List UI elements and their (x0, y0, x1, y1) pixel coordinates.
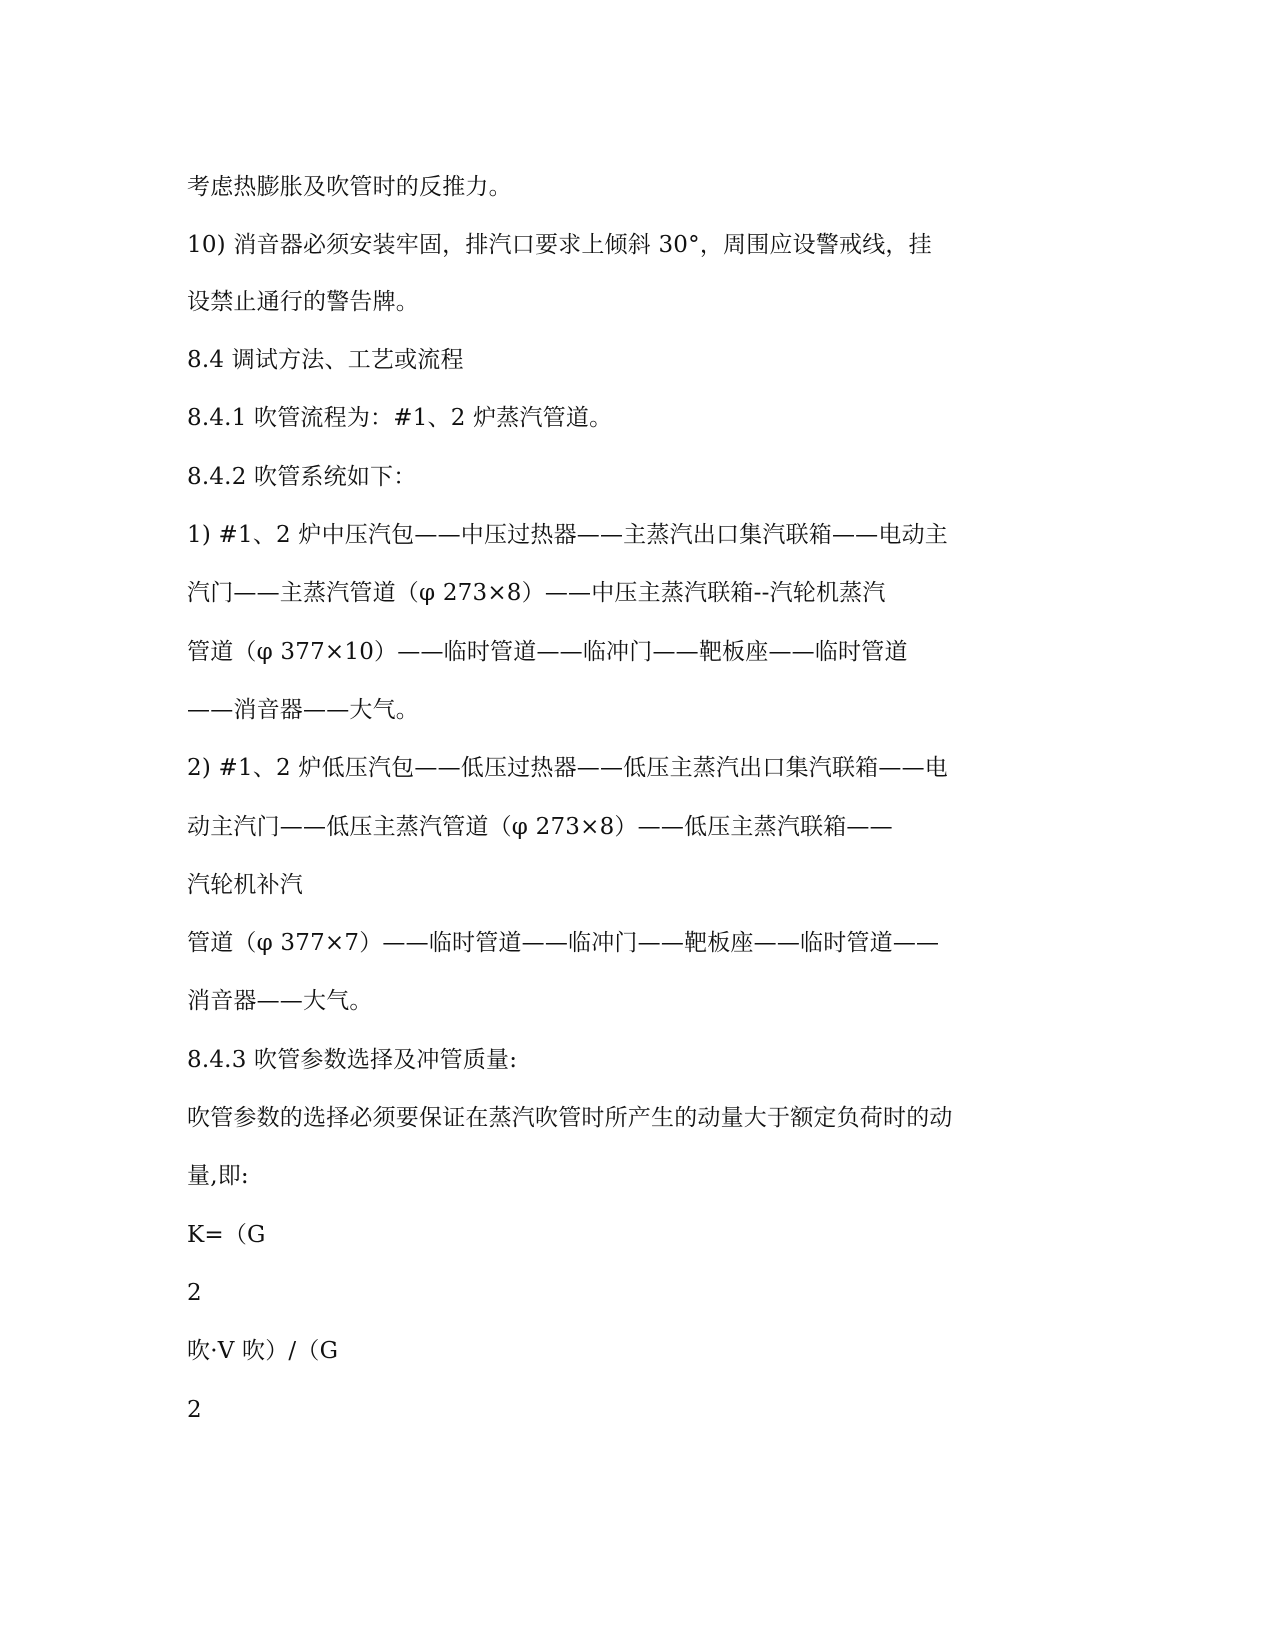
text-line: 考虑热膨胀及吹管时的反推力。 (187, 174, 512, 200)
text-line: 1) #1、2 炉中压汽包——中压过热器——主蒸汽出口集汽联箱——电动主 (187, 522, 948, 548)
text-line: ——消音器——大气。 (187, 697, 419, 723)
formula-line: 2 (187, 1280, 202, 1306)
text-line: 动主汽门——低压主蒸汽管道（φ 273×8）——低压主蒸汽联箱—— (187, 814, 893, 840)
text-line: 量,即: (187, 1163, 249, 1189)
subsection-heading: 8.4.1 吹管流程为：#1、2 炉蒸汽管道。 (187, 405, 613, 431)
text-line: 10) 消音器必须安装牢固，排汽口要求上倾斜 30°，周围应设警戒线，挂 (187, 232, 932, 258)
text-line: 管道（φ 377×7）——临时管道——临冲门——靶板座——临时管道—— (187, 930, 940, 956)
text-line: 汽门——主蒸汽管道（φ 273×8）——中压主蒸汽联箱--汽轮机蒸汽 (187, 580, 886, 606)
formula-line: K=（G (187, 1222, 266, 1248)
subsection-heading: 8.4.3 吹管参数选择及冲管质量: (187, 1047, 518, 1073)
text-line: 汽轮机补汽 (187, 872, 303, 898)
text-line: 2) #1、2 炉低压汽包——低压过热器——低压主蒸汽出口集汽联箱——电 (187, 755, 948, 781)
section-heading: 8.4 调试方法、工艺或流程 (187, 347, 464, 373)
subsection-heading: 8.4.2 吹管系统如下： (187, 464, 417, 490)
text-line: 吹管参数的选择必须要保证在蒸汽吹管时所产生的动量大于额定负荷时的动 (187, 1105, 953, 1131)
text-line: 设禁止通行的警告牌。 (187, 289, 419, 315)
formula-line: 2 (187, 1397, 202, 1423)
text-line: 管道（φ 377×10）——临时管道——临冲门——靶板座——临时管道 (187, 639, 908, 665)
formula-line: 吹·V 吹）/（G (187, 1338, 339, 1364)
text-line: 消音器——大气。 (187, 988, 373, 1014)
